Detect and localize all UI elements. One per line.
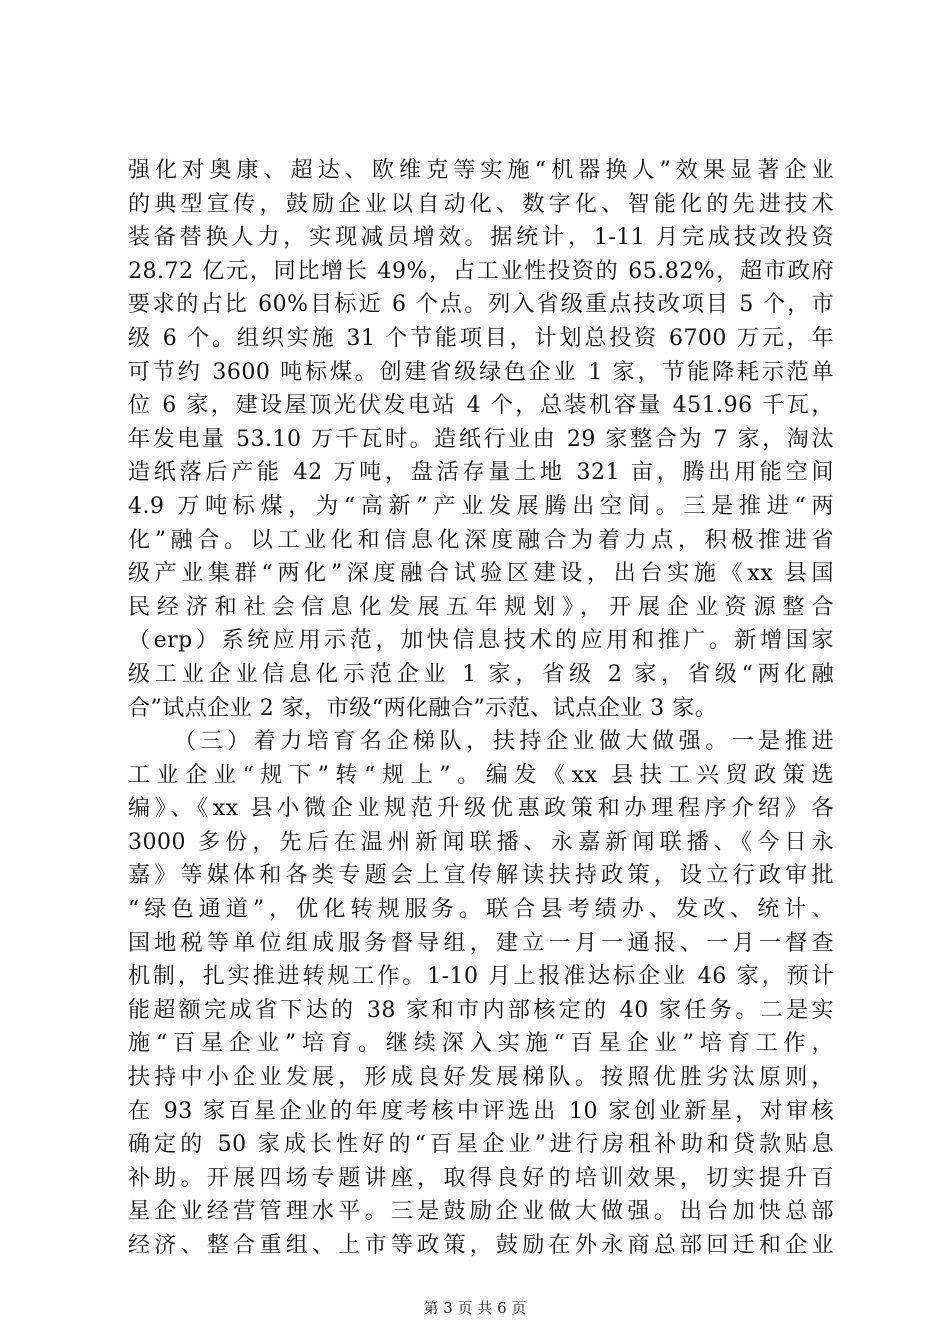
text-line: 3000 多份，先后在温州新闻联播、永嘉新闻联播、《今日永 [128,829,834,855]
text-line: 可节约 3600 吨标煤。创建省级绿色企业 1 家，节能降耗示范单 [128,359,834,385]
page-number: 第 3 页 共 6 页 [423,1299,527,1317]
text-line: 星企业经营管理水平。三是鼓励企业做大做强。出台加快总部 [128,1199,834,1225]
text-line: “绿色通道”，优化转规服务。联合县考绩办、发改、统计、 [128,897,834,923]
text-line: 机制，扎实推进转规工作。1-10 月上报准达标企业 46 家，预计 [128,964,834,990]
text-line: 年发电量 53.10 万千瓦时。造纸行业由 29 家整合为 7 家，淘汰 [128,426,834,452]
text-line: 嘉》等媒体和各类专题会上宣传解读扶持政策，设立行政审批 [128,863,834,889]
text-line: 28.72 亿元，同比增长 49%，占工业性投资的 65.82%，超市政府 [128,258,834,284]
text-line: 级工业企业信息化示范企业 1 家，省级 2 家，省级“两化融 [128,661,834,687]
text-line: 补助。开展四场专题讲座，取得良好的培训效果，切实提升百 [128,1165,834,1191]
text-line: 要求的占比 60%目标近 6 个点。列入省级重点技改项目 5 个，市 [128,292,834,318]
text-line: 的典型宣传，鼓励企业以自动化、数字化、智能化的先进技术 [128,191,834,217]
text-line: 经济、整合重组、上市等政策，鼓励在外永商总部回迁和企业 [128,1233,834,1258]
text-line: 编》、《xx 县小微企业规范升级优惠政策和办理程序介绍》各 [128,796,834,822]
text-line: 造纸落后产能 42 万吨，盘活存量土地 321 亩，腾出用能空间 [128,460,834,486]
text-line: 位 6 家，建设屋顶光伏发电站 4 个，总装机容量 451.96 千瓦， [128,393,834,419]
text-line: 装备替换人力，实现减员增效。据统计，1-11 月完成技改投资 [128,225,834,251]
text-line: 4.9 万吨标煤，为“高新”产业发展腾出空间。三是推进“两 [128,493,834,519]
text-line: 能超额完成省下达的 38 家和市内部核定的 40 家任务。二是实 [128,997,834,1023]
text-line: 扶持中小企业发展，形成良好发展梯队。按照优胜劣汰原则， [128,1065,834,1091]
section-heading-line: （三）着力培育名企梯队，扶持企业做大做强。一是推进 [174,729,834,755]
text-line: 确定的 50 家成长性好的“百星企业”进行房租补助和贷款贴息 [128,1132,834,1158]
text-line: 级 6 个。组织实施 31 个节能项目，计划总投资 6700 万元，年 [128,325,834,351]
text-line: 工业企业“规下”转“规上”。编发《xx 县扶工兴贸政策选 [128,762,834,788]
page-footer [0,1298,950,1318]
text-line: 民经济和社会信息化发展五年规划》，开展企业资源整合 [128,594,834,620]
text-line: 化”融合。以工业化和信息化深度融合为着力点，积极推进省 [128,527,834,553]
text-line: 国地税等单位组成服务督导组，建立一月一通报、一月一督查 [128,930,834,956]
document-body [128,154,834,1263]
paragraph-last-line: 合”试点企业 2 家，市级“两化融合”示范、试点企业 3 家。 [128,695,718,721]
text-line: 级产业集群“两化”深度融合试验区建设，出台实施《xx 县国 [128,561,834,587]
text-line: 强化对奥康、超达、欧维克等实施“机器换人”效果显著企业 [128,158,834,183]
text-line: （erp）系统应用示范，加快信息技术的应用和推广。新增国家 [128,628,834,654]
text-line: 在 93 家百星企业的年度考核中评选出 10 家创业新星，对审核 [128,1098,834,1124]
text-line: 施“百星企业”培育。继续深入实施“百星企业”培育工作， [128,1031,834,1057]
